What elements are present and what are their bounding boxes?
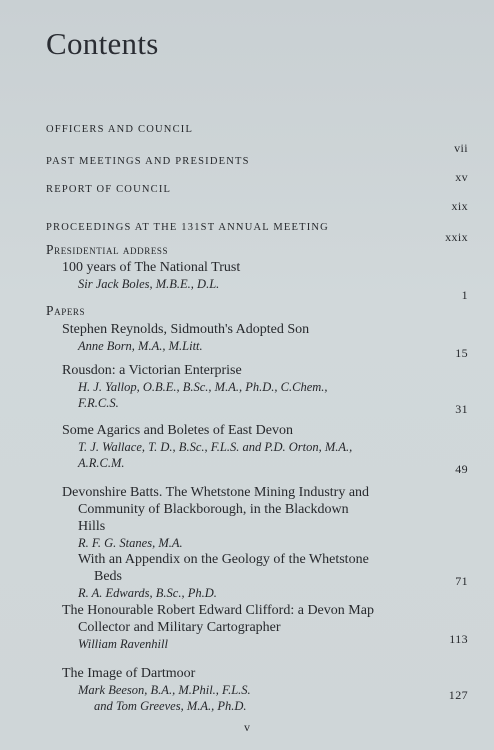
entry-title: Collector and Military Cartographer — [78, 620, 281, 635]
section-heading-papers: Papers — [46, 303, 86, 318]
toc-entry-paper[interactable] — [46, 665, 482, 714]
entry-title: 100 years of The National Trust — [62, 260, 241, 275]
toc-entry-paper[interactable] — [46, 602, 482, 652]
entry-appendix: Beds — [94, 569, 122, 584]
entry-author: F.R.C.S. — [78, 396, 119, 410]
entry-author: Anne Born, M.A., M.Litt. — [78, 339, 203, 353]
page-number: vii — [454, 141, 468, 155]
page-number: xix — [451, 199, 468, 213]
folio: v — [244, 720, 250, 734]
entry-label: REPORT OF COUNCIL — [46, 184, 172, 195]
entry-label: PROCEEDINGS AT THE 131ST ANNUAL MEETING — [46, 222, 329, 233]
entry-author: T. J. Wallace, T. D., B.Sc., F.L.S. and P.D. Orton, M.A., — [78, 440, 353, 454]
entry-author: William Ravenhill — [78, 637, 168, 651]
page-number: 127 — [448, 688, 468, 702]
page-number: xv — [455, 170, 468, 184]
toc-entry-paper[interactable] — [46, 321, 482, 354]
entry-author: Sir Jack Boles, M.B.E., D.L. — [78, 277, 220, 291]
page-number: xxix — [445, 230, 468, 244]
entry-title: The Honourable Robert Edward Clifford: a Devon Map — [62, 603, 374, 618]
toc-entry-officers[interactable] — [46, 124, 466, 135]
page-number: 113 — [449, 632, 468, 646]
entry-title: Community of Blackborough, in the Blackdown — [78, 502, 349, 517]
page-number: 15 — [455, 346, 468, 360]
entry-author: A.R.C.M. — [78, 456, 125, 470]
entry-author: H. J. Yallop, O.B.E., B.Sc., M.A., Ph.D., C.Chem., — [78, 380, 328, 394]
toc-entry-past-meetings[interactable] — [46, 156, 466, 167]
entry-label: OFFICERS AND COUNCIL — [46, 124, 194, 135]
entry-title: Hills — [78, 519, 106, 534]
toc-entry-paper[interactable] — [46, 362, 482, 411]
page-number: 49 — [455, 462, 468, 476]
page-number: 71 — [455, 574, 468, 588]
entry-title: Rousdon: a Victorian Enterprise — [62, 363, 242, 378]
entry-title: Devonshire Batts. The Whetstone Mining Industry and — [62, 485, 370, 500]
entry-label: PAST MEETINGS AND PRESIDENTS — [46, 156, 250, 167]
entry-author: R. F. G. Stanes, M.A. — [78, 536, 183, 550]
toc-entry-national-trust[interactable] — [46, 259, 482, 292]
entry-appendix: With an Appendix on the Geology of the Whetstone — [78, 552, 369, 567]
page-number: 1 — [461, 288, 468, 302]
toc-entry-report[interactable] — [46, 184, 466, 195]
entry-author: R. A. Edwards, B.Sc., Ph.D. — [78, 586, 217, 600]
page-title: Contents — [46, 26, 159, 61]
entry-author: and Tom Greeves, M.A., Ph.D. — [94, 699, 247, 713]
entry-title: The Image of Dartmoor — [62, 666, 196, 681]
toc-entry-paper[interactable] — [46, 422, 482, 471]
toc-entry-paper[interactable] — [46, 484, 482, 601]
entry-author: Mark Beeson, B.A., M.Phil., F.L.S. — [78, 683, 251, 697]
page-number: 31 — [455, 402, 468, 416]
section-heading-presidential: Presidential address — [46, 242, 169, 257]
toc-entry-proceedings[interactable] — [46, 222, 466, 233]
entry-title: Stephen Reynolds, Sidmouth's Adopted Son — [62, 322, 310, 337]
entry-title: Some Agarics and Boletes of East Devon — [62, 423, 293, 438]
